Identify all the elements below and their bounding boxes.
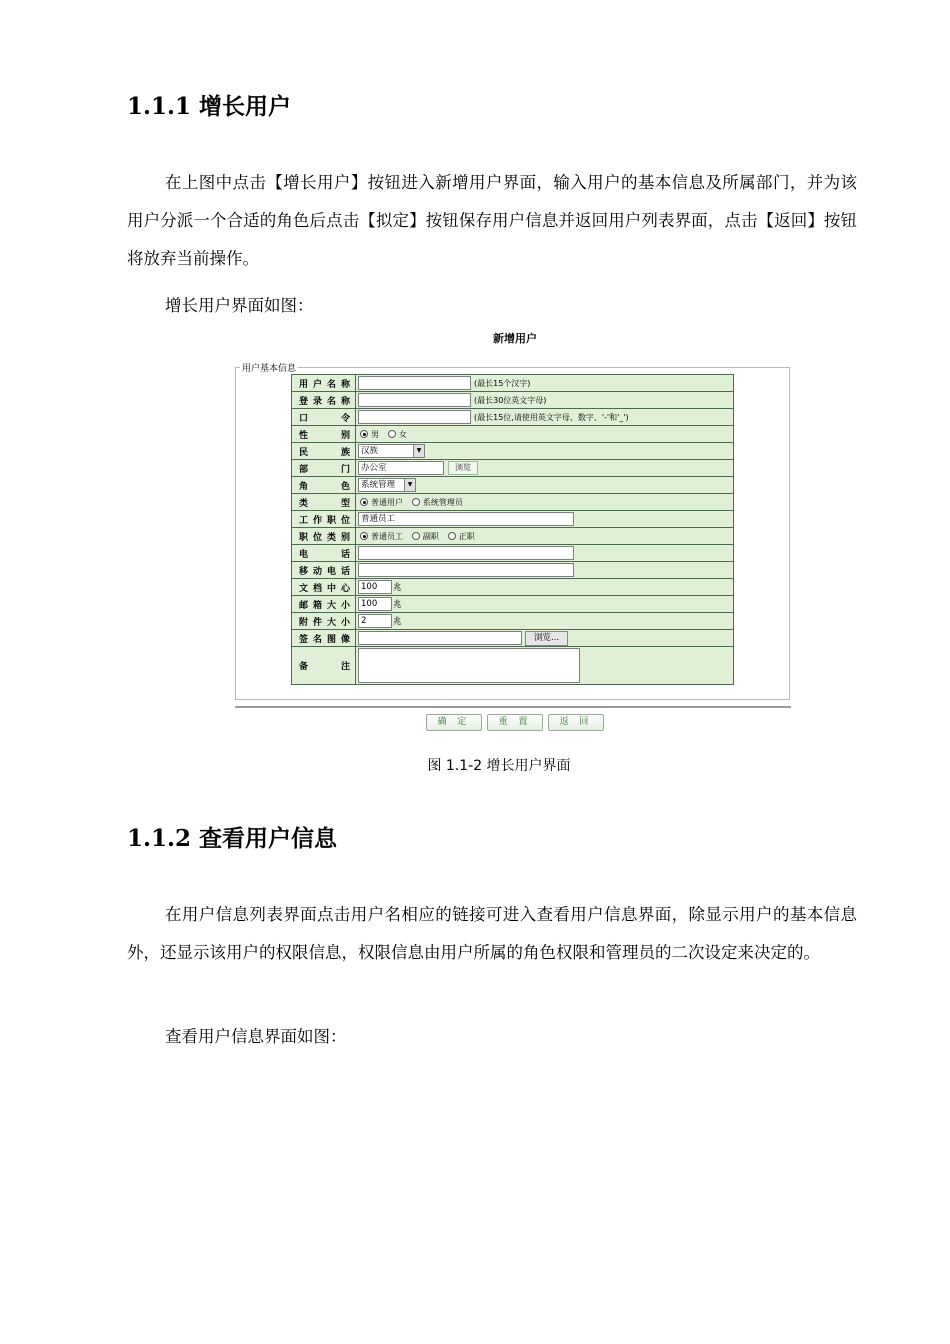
job-category-deputy-label: 副职 xyxy=(422,531,439,541)
chevron-down-icon: ▼ xyxy=(404,479,415,491)
job-category-deputy-radio[interactable] xyxy=(412,532,420,540)
gender-female-radio[interactable] xyxy=(388,430,396,438)
signature-file-input[interactable] xyxy=(358,631,522,645)
form-row-signature xyxy=(292,630,734,647)
gender-male-label: 男 xyxy=(371,429,379,439)
form-row-login xyxy=(292,392,734,409)
type-admin-label: 系统管理员 xyxy=(422,497,463,507)
fieldset-legend: 用户基本信息 xyxy=(240,361,298,374)
label-phone: 电 话 xyxy=(292,545,356,562)
gender-male-radio[interactable] xyxy=(360,430,368,438)
label-type: 类 型 xyxy=(292,494,356,511)
figure-intro-view-user: 查看用户信息界面如图： xyxy=(165,1027,347,1046)
job-category-chief-radio[interactable] xyxy=(448,532,456,540)
form-row-type xyxy=(292,494,734,511)
label-mailbox: 邮箱大小 xyxy=(292,596,356,613)
form-row-ethnicity xyxy=(292,443,734,460)
gender-female-label: 女 xyxy=(398,429,407,439)
department-input[interactable]: 办公室 xyxy=(358,461,444,475)
department-browse-button[interactable]: 浏览 xyxy=(448,461,478,475)
section-paragraph-view-user: 在用户信息列表界面点击用户名相应的链接可进入查看用户信息界面，除显示用户的基本信息外，还显示该用户的权限信息，权限信息由用户所属的角色权限和管理员的二次设定来决定的。 xyxy=(127,905,857,962)
form-row-job-category xyxy=(292,528,734,545)
role-select[interactable] xyxy=(358,478,416,492)
user-form-table xyxy=(291,374,734,685)
label-ethnicity: 民 族 xyxy=(292,443,356,460)
label-username: 用户名称 xyxy=(292,375,356,392)
form-row-job xyxy=(292,511,734,528)
type-admin-radio[interactable] xyxy=(412,498,420,506)
label-role: 角 色 xyxy=(292,477,356,494)
mailbox-input[interactable]: 100 xyxy=(358,597,392,611)
type-normal-radio[interactable] xyxy=(360,498,368,506)
note-login: (最长30位英文字母) xyxy=(474,395,547,405)
label-doc-center: 文档中心 xyxy=(292,579,356,596)
job-input[interactable]: 普通员工 xyxy=(358,512,574,526)
mailbox-unit: 兆 xyxy=(393,600,402,610)
section-paragraph-add-user: 在上图中点击【增长用户】按钮进入新增用户界面，输入用户的基本信息及所属部门，并为该用户分派一个合适的角色后点击【拟定】按钮保存用户信息并返回用户列表界面，点击【返回】按钮将放弃当前操作。 xyxy=(127,173,857,268)
label-job: 工作职位 xyxy=(292,511,356,528)
chevron-down-icon: ▼ xyxy=(413,445,424,457)
form-row-department xyxy=(292,460,734,477)
type-normal-label: 普通用户 xyxy=(371,497,403,507)
form-row-phone xyxy=(292,545,734,562)
signature-browse-button[interactable]: 浏览... xyxy=(525,631,568,646)
attachment-unit: 兆 xyxy=(393,617,402,627)
username-input[interactable] xyxy=(358,376,471,390)
confirm-button[interactable]: 确 定 xyxy=(426,714,482,731)
form-row-remarks xyxy=(292,647,734,685)
label-attachment: 附件大小 xyxy=(292,613,356,630)
doc-center-unit: 兆 xyxy=(393,583,402,593)
ethnicity-select[interactable] xyxy=(358,444,425,458)
job-category-staff-radio[interactable] xyxy=(360,532,368,540)
form-row-gender xyxy=(292,426,734,443)
reset-button[interactable]: 重 置 xyxy=(487,714,543,731)
figure-caption: 图 1.1-2 增长用户界面 xyxy=(427,758,571,774)
doc-center-input[interactable]: 100 xyxy=(358,580,392,594)
login-input[interactable] xyxy=(358,393,471,407)
section-heading-view-user: 1.1.2 查看用户信息 xyxy=(127,825,338,852)
label-gender: 性 别 xyxy=(292,426,356,443)
form-row-role xyxy=(292,477,734,494)
figure-intro-add-user: 增长用户界面如图： xyxy=(165,296,314,315)
label-login: 登录名称 xyxy=(292,392,356,409)
role-value: 系统管理 xyxy=(361,480,396,490)
form-row-password xyxy=(292,409,734,426)
note-password: (最长15位,请使用英文字母、数字、'-'和'_') xyxy=(474,412,629,422)
form-row-mailbox xyxy=(292,596,734,613)
ethnicity-value: 汉族 xyxy=(361,446,379,456)
job-category-chief-label: 正职 xyxy=(458,531,475,541)
form-row-attachment xyxy=(292,613,734,630)
form-row-doc-center xyxy=(292,579,734,596)
form-title: 新增用户 xyxy=(493,332,537,345)
section-heading-add-user: 1.1.1 增长用户 xyxy=(127,93,292,120)
form-row-mobile xyxy=(292,562,734,579)
job-category-staff-label: 普通员工 xyxy=(371,531,403,541)
remarks-textarea[interactable] xyxy=(358,648,580,683)
password-input[interactable] xyxy=(358,410,471,424)
note-username: (最长15个汉字) xyxy=(474,378,531,388)
label-password: 口 令 xyxy=(292,409,356,426)
phone-input[interactable] xyxy=(358,546,574,560)
label-mobile: 移动电话 xyxy=(292,562,356,579)
mobile-input[interactable] xyxy=(358,563,574,577)
form-divider xyxy=(235,706,791,708)
label-remarks: 备 注 xyxy=(292,647,356,685)
label-department: 部 门 xyxy=(292,460,356,477)
label-signature: 签名图像 xyxy=(292,630,356,647)
label-job-category: 职位类别 xyxy=(292,528,356,545)
attachment-input[interactable]: 2 xyxy=(358,614,392,628)
back-button[interactable]: 返 回 xyxy=(548,714,604,731)
form-row-username xyxy=(292,375,734,392)
